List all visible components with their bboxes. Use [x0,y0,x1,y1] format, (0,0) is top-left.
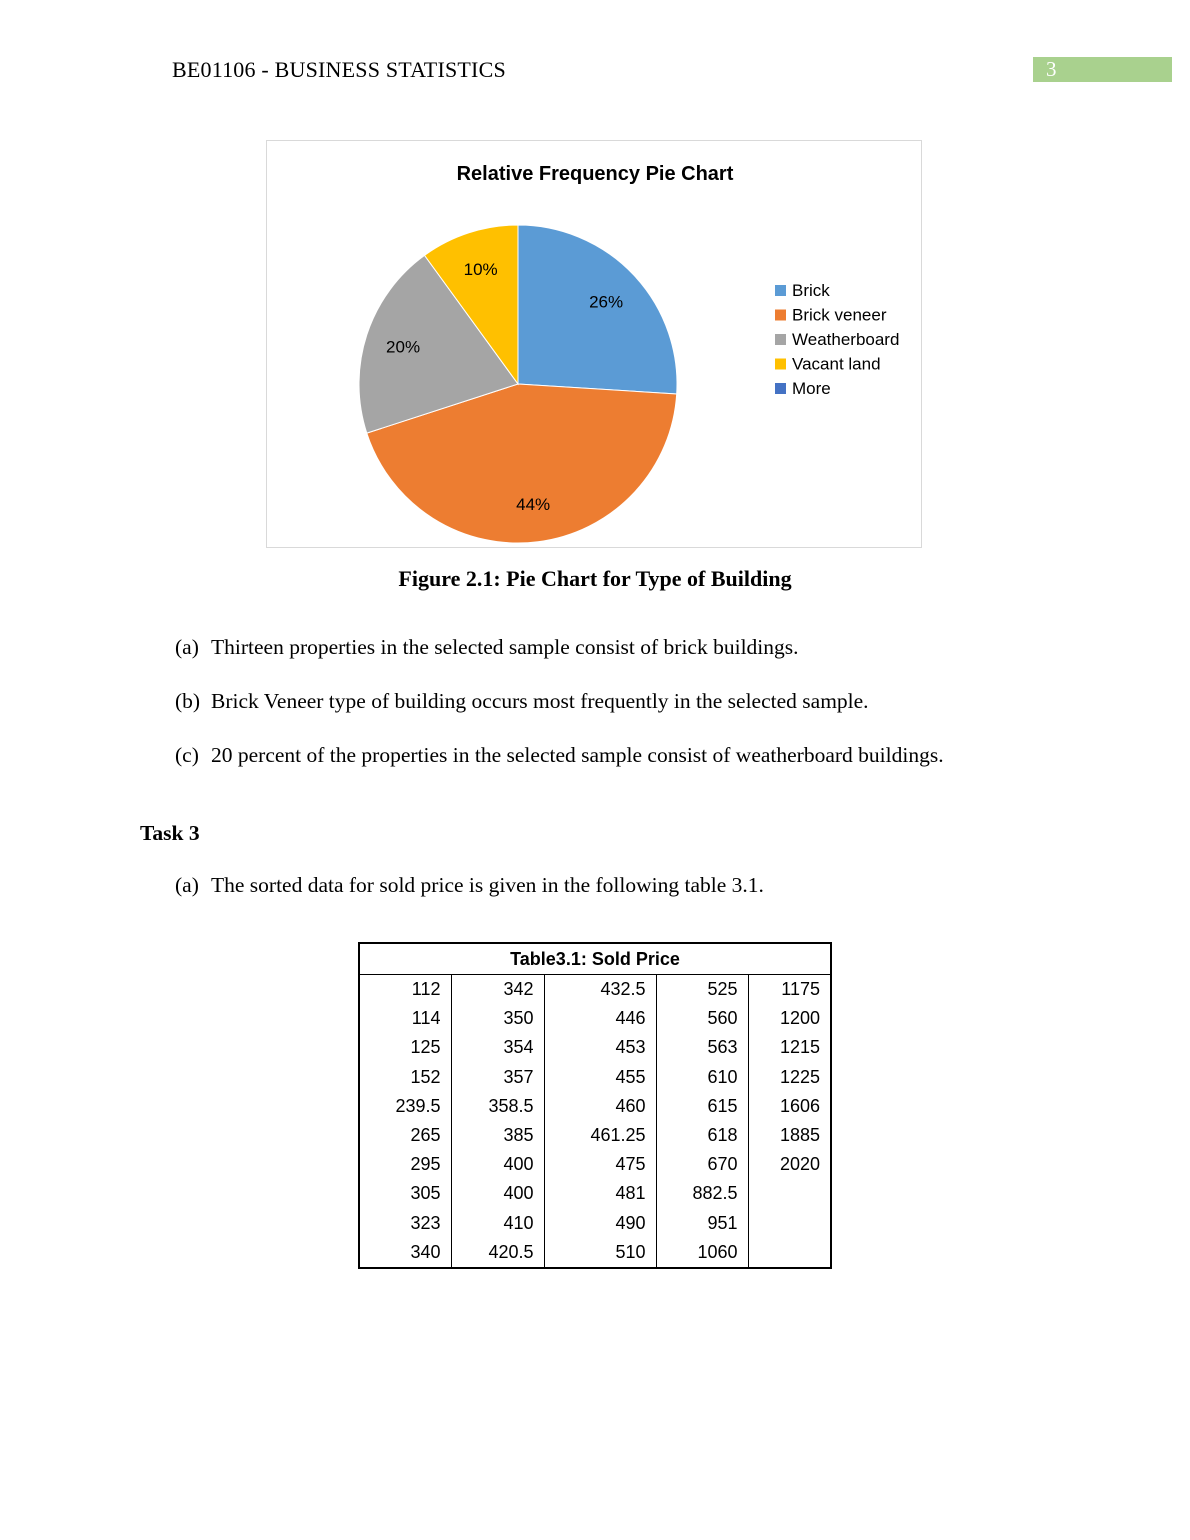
table-cell: 446 [544,1004,656,1033]
table-row [359,1063,831,1092]
table-cell [748,1179,831,1208]
table-row [359,1179,831,1208]
pie-data-label: 26% [589,292,624,312]
table-cell: 563 [656,1033,748,1062]
table-title: Table3.1: Sold Price [359,943,831,975]
answer-text: Brick Veneer type of building occurs most frequently in the selected sample. [211,689,869,713]
table-cell: 453 [544,1033,656,1062]
answer-text: Thirteen properties in the selected sample consist of brick buildings. [211,635,799,659]
table-cell: 323 [410,1212,441,1233]
figure-caption: Figure 2.1: Pie Chart for Type of Building [398,566,792,591]
table-cell: 305 [410,1183,441,1204]
table-cell: 125 [410,1037,441,1058]
table-cell: 295 [410,1154,441,1175]
table-cell: 455 [544,1063,656,1092]
table-row [359,1092,831,1121]
legend-label: More [792,379,831,398]
legend-label: Vacant land [792,354,881,374]
table-cell: 510 [544,1238,656,1268]
table-cell: 1175 [748,975,831,1005]
legend-swatch [775,383,786,394]
page-number-badge [1033,57,1172,82]
table-cell: 1885 [748,1121,831,1150]
task3-item-a [175,873,764,898]
table-cell: 350 [451,1004,544,1033]
answer-c [175,743,944,768]
table-cell: 340 [410,1241,441,1262]
legend-swatch [775,334,786,345]
task3-item-label: (a) [175,873,199,897]
chart-title: Relative Frequency Pie Chart [456,163,734,185]
answer-label: (c) [175,743,199,767]
table-cell: 951 [656,1209,748,1238]
table-cell: 432.5 [544,975,656,1005]
table-cell [748,1209,831,1238]
pie-chart-canvas [267,141,923,549]
table-row [359,1121,831,1150]
table-cell: 342 [451,975,544,1005]
table-cell: 475 [544,1150,656,1179]
table-cell: 357 [451,1063,544,1092]
legend-label: Brick [792,281,830,300]
table-cell: 420.5 [451,1238,544,1268]
table-cell: 400 [451,1179,544,1208]
table-cell: 239.5 [395,1095,441,1116]
table-row [359,1238,831,1268]
table-cell: 358.5 [451,1092,544,1121]
table-cell: 112 [411,979,441,1000]
table-cell: 1060 [656,1238,748,1268]
table-row [359,1004,831,1033]
legend-swatch [775,359,786,370]
legend-swatch [775,310,786,321]
pie-data-label: 44% [516,494,551,514]
table-row [359,1150,831,1179]
table-cell: 410 [451,1209,544,1238]
sold-price-table [358,942,832,1269]
table-cell: 1606 [748,1092,831,1121]
table-cell: 265 [410,1125,441,1146]
pie-data-label: 20% [386,337,421,357]
answer-b [175,689,869,714]
table-cell: 490 [544,1209,656,1238]
legend-swatch [775,285,786,296]
table-cell: 460 [544,1092,656,1121]
table-cell: 1215 [748,1033,831,1062]
table-body [359,975,831,1268]
table-cell: 610 [656,1063,748,1092]
table-row [359,1033,831,1062]
table-cell: 152 [410,1066,441,1087]
table-cell: 2020 [748,1150,831,1179]
table-cell: 525 [656,975,748,1005]
table-cell: 882.5 [656,1179,748,1208]
legend-label: Brick veneer [792,305,887,325]
table-cell: 385 [451,1121,544,1150]
pie-data-label: 10% [463,260,498,280]
running-header-title: BE01106 - BUSINESS STATISTICS [172,57,506,82]
answer-label: (b) [175,689,201,713]
task3-heading: Task 3 [140,821,200,845]
table-cell: 400 [451,1150,544,1179]
task3-item-text: The sorted data for sold price is given in the following table 3.1. [211,873,764,897]
answer-a [175,635,799,660]
table-row [359,975,831,1005]
table-cell: 481 [544,1179,656,1208]
pie-chart [266,140,922,548]
table-cell: 1200 [748,1004,831,1033]
legend-label: Weatherboard [792,330,900,349]
table-cell: 461.25 [544,1121,656,1150]
table-cell: 560 [656,1004,748,1033]
table-cell: 615 [656,1092,748,1121]
table-cell: 618 [656,1121,748,1150]
answer-label: (a) [175,635,199,659]
table-cell: 114 [411,1008,441,1029]
answer-text: 20 percent of the properties in the selected sample consist of weatherboard buildings. [211,743,944,767]
page-number: 3 [1046,57,1057,81]
table-row [359,1209,831,1238]
table-cell: 354 [451,1033,544,1062]
table-cell: 670 [656,1150,748,1179]
table-cell [748,1238,831,1268]
table-cell: 1225 [748,1063,831,1092]
